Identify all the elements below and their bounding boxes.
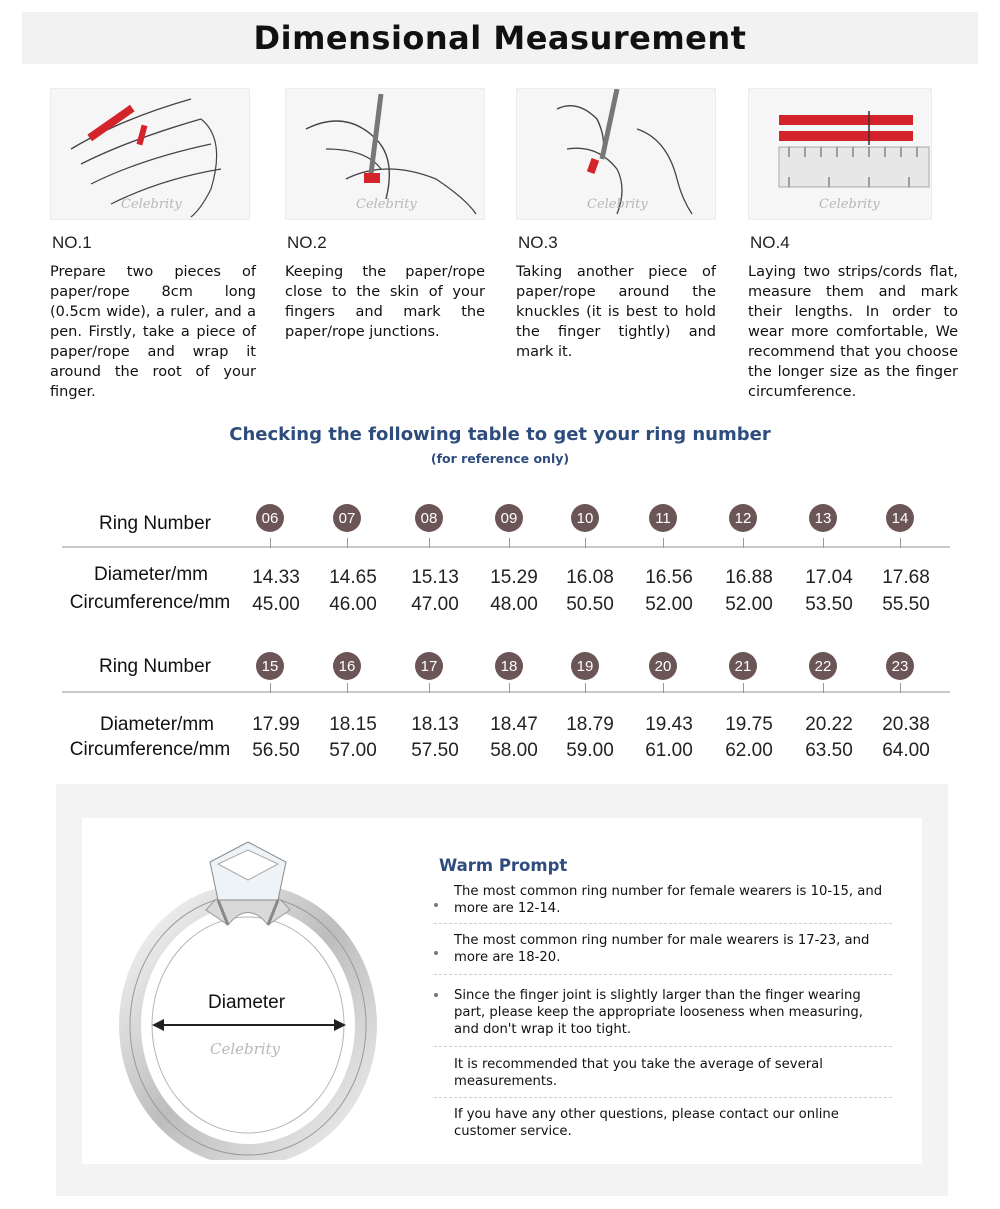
step-1-illustration	[50, 88, 250, 220]
step-4	[748, 88, 960, 400]
tip-text: If you have any other questions, please contact our online customer service.	[454, 1107, 839, 1139]
ring-number-badge: 21	[729, 652, 757, 680]
step-description: Laying two strips/cords flat, measure them and mark their lengths. In order to wear more comfortable, We recommend that you choose the longer size as the finger circumference.	[748, 264, 958, 400]
tip-item	[434, 1056, 894, 1090]
diameter-value: 20.22	[805, 714, 853, 735]
ring-number-badge: 20	[649, 652, 677, 680]
tick	[585, 538, 586, 548]
watermark: Celebrity	[587, 197, 648, 212]
diameter-value: 19.75	[725, 714, 773, 735]
diameter-value: 17.68	[882, 567, 930, 588]
diameter-value: 20.38	[882, 714, 930, 735]
circumference-value: 52.00	[645, 594, 693, 615]
ring-number-label: Ring Number	[99, 513, 211, 534]
axis-line	[62, 546, 950, 548]
step-description: Keeping the paper/rope close to the skin of your fingers and mark the paper/rope junctions.	[285, 264, 485, 340]
circumference-value: 55.50	[882, 594, 930, 615]
table-subheading: (for reference only)	[430, 451, 570, 466]
circumference-value: 46.00	[329, 594, 377, 615]
ring-number-label: Ring Number	[99, 656, 211, 677]
ring-number-badge: 14	[886, 504, 914, 532]
step-4-illustration	[748, 88, 932, 220]
ring-number-badge: 22	[809, 652, 837, 680]
page-title: Dimensional Measurement	[253, 19, 747, 57]
bullet-icon	[434, 903, 438, 907]
diameter-value: 17.99	[252, 714, 300, 735]
tick	[270, 538, 271, 548]
circumference-value: 61.00	[645, 740, 693, 761]
diameter-value: 17.04	[805, 567, 853, 588]
diameter-value: 19.43	[645, 714, 693, 735]
diameter-label: Diameter	[208, 992, 286, 1013]
axis-line	[62, 691, 950, 693]
tick	[347, 683, 348, 693]
step-description: Taking another piece of paper/rope around the knuckles (it is best to hold the finger tightly) and mark it.	[516, 264, 716, 360]
step-number: NO.3	[518, 233, 558, 252]
circumference-value: 57.00	[329, 740, 377, 761]
step-number: NO.4	[750, 233, 790, 252]
ring-number-badge: 06	[256, 504, 284, 532]
watermark: Celebrity	[356, 197, 417, 212]
step-number: NO.2	[287, 233, 327, 252]
circumference-label: Circumference/mm	[69, 739, 231, 760]
circumference-value: 62.00	[725, 740, 773, 761]
tick	[900, 538, 901, 548]
watermark: Celebrity	[819, 197, 880, 212]
tip-text: Since the finger joint is slightly larger than the finger wearing part, please keep the appropriate looseness when measuring, and don't wrap it too tight.	[454, 988, 863, 1037]
ring-number-badge: 23	[886, 652, 914, 680]
step-2	[285, 88, 497, 340]
tip-text: The most common ring number for male wearers is 17-23, and more are 18-20.	[454, 933, 870, 965]
tick	[663, 538, 664, 548]
watermark: Celebrity	[121, 197, 182, 212]
bullet-icon	[434, 993, 438, 997]
circumference-label: Circumference/mm	[69, 592, 231, 613]
ring-number-badge: 19	[571, 652, 599, 680]
diameter-value: 16.88	[725, 567, 773, 588]
ring-number-badge: 11	[649, 504, 677, 532]
tick	[270, 683, 271, 693]
tip-text: The most common ring number for female wearers is 10-15, and more are 12-14.	[454, 884, 883, 916]
tip-item	[434, 932, 894, 966]
title-bar	[22, 12, 978, 64]
diameter-value: 16.08	[566, 567, 614, 588]
diameter-value: 14.33	[252, 567, 300, 588]
circumference-value: 53.50	[805, 594, 853, 615]
circumference-value: 63.50	[805, 740, 853, 761]
tick	[823, 538, 824, 548]
tip-item	[434, 1106, 894, 1140]
tick	[509, 538, 510, 548]
tick	[823, 683, 824, 693]
ring-number-badge: 07	[333, 504, 361, 532]
circumference-value: 56.50	[252, 740, 300, 761]
tip-item	[434, 987, 894, 1039]
diameter-value: 16.56	[645, 567, 693, 588]
diameter-value: 18.13	[411, 714, 459, 735]
ring-number-badge: 16	[333, 652, 361, 680]
tip-text: It is recommended that you take the average of several measurements.	[454, 1057, 823, 1089]
tick	[743, 683, 744, 693]
circumference-value: 64.00	[882, 740, 930, 761]
divider	[434, 1046, 892, 1047]
divider	[434, 1097, 892, 1098]
circumference-value: 48.00	[490, 594, 538, 615]
step-number: NO.1	[52, 233, 92, 252]
circumference-value: 52.00	[725, 594, 773, 615]
circumference-value: 50.50	[566, 594, 614, 615]
tick	[347, 538, 348, 548]
circumference-value: 58.00	[490, 740, 538, 761]
ring-number-badge: 18	[495, 652, 523, 680]
tick	[509, 683, 510, 693]
warm-prompt-title: Warm Prompt	[439, 856, 568, 875]
circumference-value: 45.00	[252, 594, 300, 615]
ring-number-badge: 13	[809, 504, 837, 532]
tick	[900, 683, 901, 693]
ring-number-badge: 09	[495, 504, 523, 532]
diameter-label: Diameter/mm	[93, 564, 208, 585]
step-3	[516, 88, 728, 360]
diameter-value: 18.79	[566, 714, 614, 735]
ring-number-badge: 12	[729, 504, 757, 532]
divider	[434, 923, 892, 924]
ring-number-badge: 08	[415, 504, 443, 532]
step-3-illustration	[516, 88, 716, 220]
tick	[663, 683, 664, 693]
diameter-label: Diameter/mm	[99, 714, 214, 735]
bullet-icon	[434, 951, 438, 955]
diameter-value: 18.15	[329, 714, 377, 735]
step-1	[50, 88, 262, 400]
table-heading: Checking the following table to get your ring number	[229, 424, 771, 445]
tick	[429, 683, 430, 693]
ring-number-badge: 17	[415, 652, 443, 680]
diameter-value: 15.29	[490, 567, 538, 588]
ring-number-badge: 15	[256, 652, 284, 680]
circumference-value: 57.50	[411, 740, 459, 761]
watermark: Celebrity	[210, 1040, 281, 1058]
tip-item	[434, 883, 894, 917]
step-description: Prepare two pieces of paper/rope 8cm long (0.5cm wide), a ruler, and a pen. Firstly, take a piece of paper/rope and wrap it around the root of your finger.	[50, 264, 256, 400]
diameter-value: 18.47	[490, 714, 538, 735]
tick	[429, 538, 430, 548]
diameter-value: 15.13	[411, 567, 459, 588]
circumference-value: 59.00	[566, 740, 614, 761]
step-2-illustration	[285, 88, 485, 220]
tick	[743, 538, 744, 548]
tick	[585, 683, 586, 693]
divider	[434, 974, 892, 975]
circumference-value: 47.00	[411, 594, 459, 615]
ring-number-badge: 10	[571, 504, 599, 532]
diameter-value: 14.65	[329, 567, 377, 588]
